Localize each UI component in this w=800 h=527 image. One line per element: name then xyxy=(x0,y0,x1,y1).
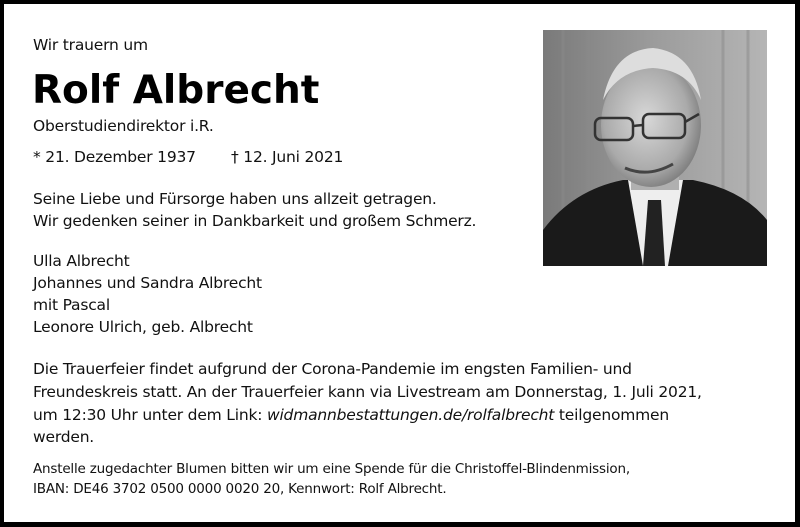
donation-line: IBAN: DE46 3702 0500 0000 0020 20, Kennwort: Rolf Albrecht. xyxy=(33,481,447,497)
mourner: Leonore Ulrich, geb. Albrecht xyxy=(33,318,253,336)
donation-line: Anstelle zugedachter Blumen bitten wir um eine Spende für die Christoffel-Blindenmission, xyxy=(33,461,630,477)
birth-date: * 21. Dezember 1937 xyxy=(33,148,196,166)
intro-text: Wir trauern um xyxy=(33,36,148,54)
mourner: Ulla Albrecht xyxy=(33,252,130,270)
ceremony-line: Freundeskreis statt. An der Trauerfeier kann via Livestream am Donnerstag, 1. Juli 2021, xyxy=(33,383,702,401)
deceased-title: Oberstudiendirektor i.R. xyxy=(33,117,214,135)
mourner: mit Pascal xyxy=(33,296,110,314)
ceremony-text: um 12:30 Uhr unter dem Link: xyxy=(33,406,267,424)
livestream-link[interactable]: widmannbestattungen.de/rolfalbrecht xyxy=(266,406,555,424)
quote-line: Wir gedenken seiner in Dankbarkeit und großem Schmerz. xyxy=(33,212,477,230)
mourner: Johannes und Sandra Albrecht xyxy=(33,274,262,292)
quote-line: Seine Liebe und Fürsorge haben uns allzeit getragen. xyxy=(33,190,437,208)
ceremony-line xyxy=(33,406,669,424)
death-date: † 12. Juni 2021 xyxy=(231,148,344,166)
ceremony-text: teilgenommen xyxy=(554,406,669,424)
deceased-name: Rolf Albrecht xyxy=(32,68,320,113)
portrait-photo xyxy=(543,30,767,266)
ceremony-line: Die Trauerfeier findet aufgrund der Corona-Pandemie im engsten Familien- und xyxy=(33,360,632,378)
ceremony-line: werden. xyxy=(33,428,95,446)
